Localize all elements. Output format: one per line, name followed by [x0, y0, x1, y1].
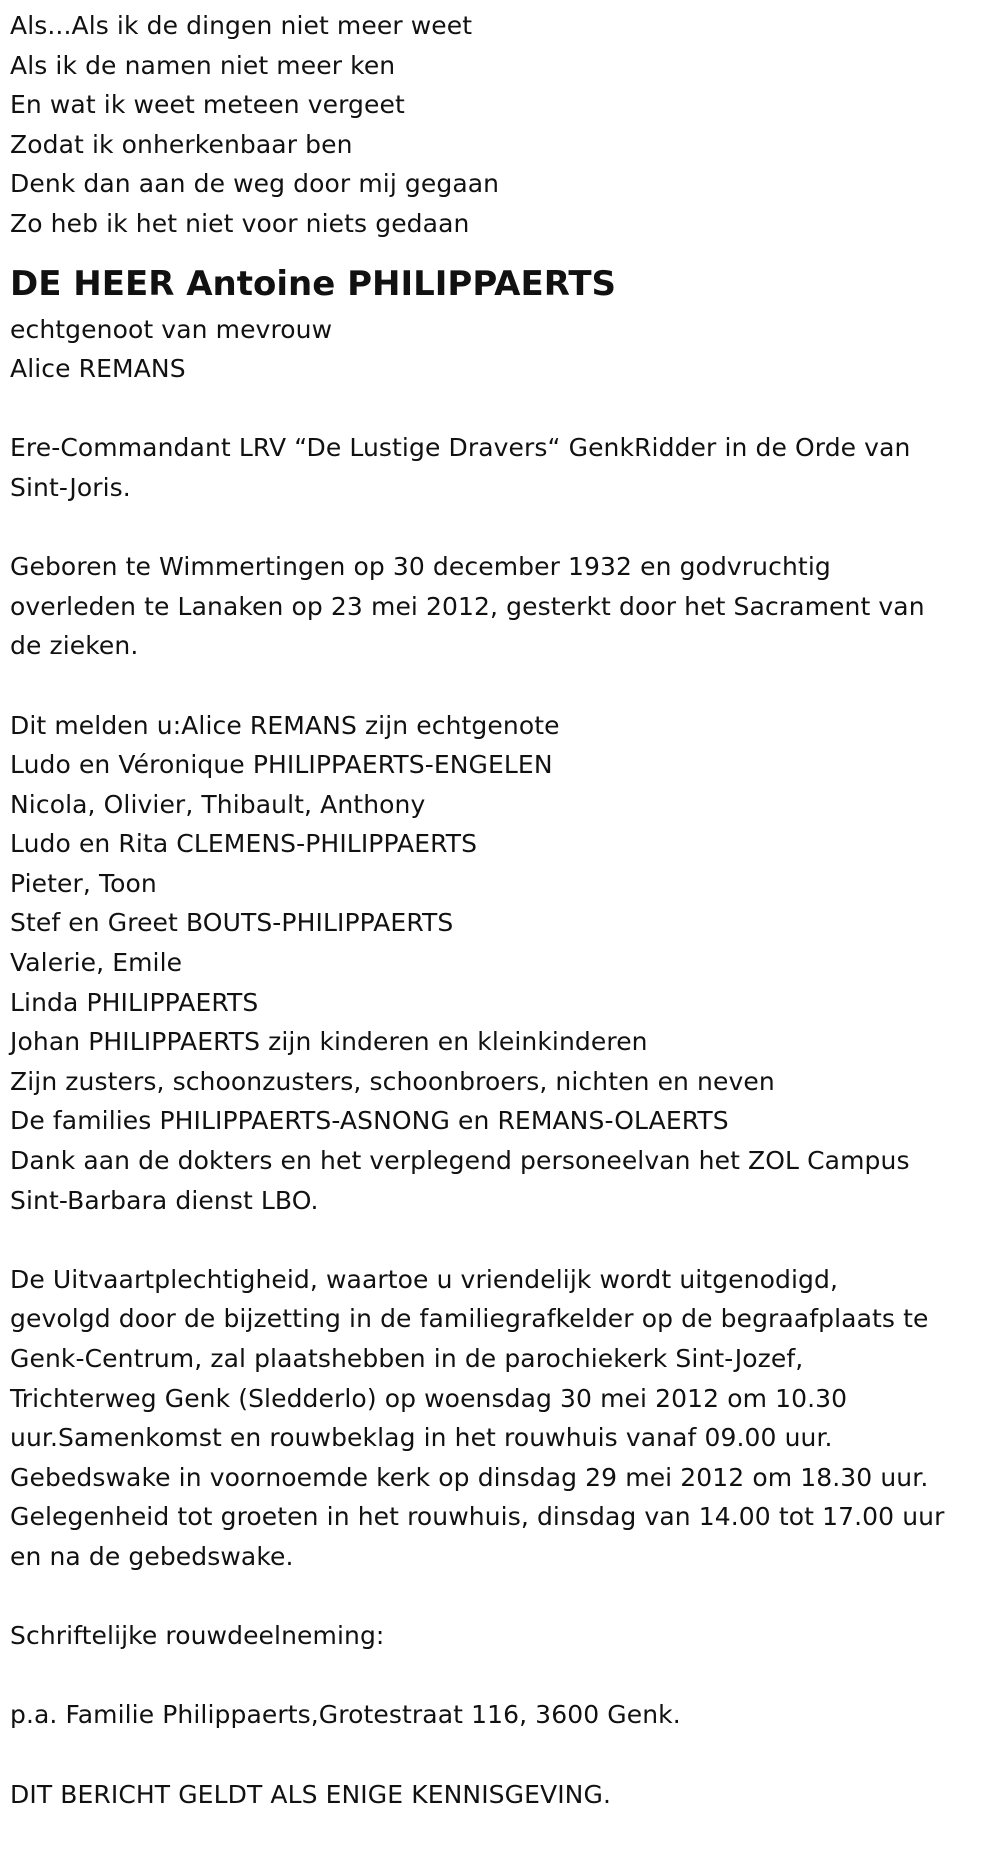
memorial-poem — [10, 6, 990, 244]
paragraph-gap — [10, 389, 990, 429]
spouse-line: echtgenoot van mevrouw — [10, 314, 333, 344]
birth-death-paragraph — [10, 547, 990, 666]
ceremony-line: gevolgd door de bijzetting in de familiegrafkelder op de begraafplaats te — [10, 1304, 929, 1334]
poem-line: En wat ik weet meteen vergeet — [10, 90, 405, 120]
paragraph-gap — [10, 1577, 990, 1617]
ceremony-line: Genk-Centrum, zal plaatshebben in de parochiekerk Sint-Jozef, — [10, 1344, 804, 1373]
ceremony-line: De Uitvaartplechtigheid, waartoe u vriendelijk wordt uitgenodigd, — [10, 1264, 838, 1294]
obituary-notice — [10, 6, 990, 1814]
paragraph-gap — [10, 508, 990, 548]
family-line: Sint-Barbara dienst LBO. — [10, 1185, 319, 1215]
condolence-address: p.a. Familie Philippaerts,Grotestraat 116, 3600 Genk. — [10, 1700, 681, 1730]
paragraph-gap — [10, 1220, 990, 1260]
honors-paragraph — [10, 428, 990, 507]
closing-statement: DIT BERICHT GELDT ALS ENIGE KENNISGEVING. — [10, 1779, 611, 1809]
ceremony-line: Trichterweg Genk (Sledderlo) op woensdag 30 mei 2012 om 10.30 — [10, 1383, 848, 1413]
ceremony-line: Gelegenheid tot groeten in het rouwhuis, dinsdag van 14.00 tot 17.00 uur — [10, 1502, 945, 1532]
poem-line: Zodat ik onherkenbaar ben — [10, 129, 353, 159]
family-line: Pieter, Toon — [10, 868, 157, 898]
deceased-name: DE HEER Antoine PHILIPPAERTS — [10, 263, 617, 304]
paragraph-gap — [10, 1735, 990, 1775]
birth-death-line: de zieken. — [10, 631, 139, 661]
ceremony-paragraph — [10, 1260, 990, 1577]
family-line: Zijn zusters, schoonzusters, schoonbroers, nichten en neven — [10, 1066, 775, 1096]
spouse-name: Alice REMANS — [10, 354, 186, 384]
family-line: Nicola, Olivier, Thibault, Anthony — [10, 789, 426, 819]
birth-death-line: overleden te Lanaken op 23 mei 2012, gesterkt door het Sacrament van — [10, 591, 925, 621]
family-line: Ludo en Véronique PHILIPPAERTS-ENGELEN — [10, 750, 553, 780]
family-line: Johan PHILIPPAERTS zijn kinderen en kleinkinderen — [10, 1027, 648, 1057]
ceremony-line: uur.Samenkomst en rouwbeklag in het rouwhuis vanaf 09.00 uur. — [10, 1423, 833, 1453]
poem-line: Als...Als ik de dingen niet meer weet — [10, 11, 473, 40]
family-list — [10, 706, 990, 1221]
condolence-label: Schriftelijke rouwdeelneming: — [10, 1621, 385, 1651]
paragraph-gap — [10, 1656, 990, 1696]
honors-line: Sint-Joris. — [10, 472, 131, 502]
poem-line: Denk dan aan de weg door mij gegaan — [10, 169, 500, 199]
ceremony-line: en na de gebedswake. — [10, 1541, 294, 1571]
family-line: Dit melden u:Alice REMANS zijn echtgenote — [10, 710, 560, 740]
family-line: Stef en Greet BOUTS-PHILIPPAERTS — [10, 908, 454, 938]
honors-line: Ere-Commandant LRV “De Lustige Dravers“ GenkRidder in de Orde van — [10, 433, 911, 463]
family-line: Ludo en Rita CLEMENS-PHILIPPAERTS — [10, 829, 478, 859]
paragraph-gap — [10, 666, 990, 706]
poem-line: Als ik de namen niet meer ken — [10, 50, 396, 80]
family-line: De families PHILIPPAERTS-ASNONG en REMANS-OLAERTS — [10, 1106, 729, 1136]
family-line: Dank aan de dokters en het verplegend personeelvan het ZOL Campus — [10, 1146, 910, 1176]
family-line: Linda PHILIPPAERTS — [10, 987, 259, 1017]
poem-line: Zo heb ik het niet voor niets gedaan — [10, 208, 470, 238]
birth-death-line: Geboren te Wimmertingen op 30 december 1932 en godvruchtig — [10, 552, 831, 582]
family-line: Valerie, Emile — [10, 948, 183, 978]
ceremony-line: Gebedswake in voornoemde kerk op dinsdag 29 mei 2012 om 18.30 uur. — [10, 1462, 929, 1492]
